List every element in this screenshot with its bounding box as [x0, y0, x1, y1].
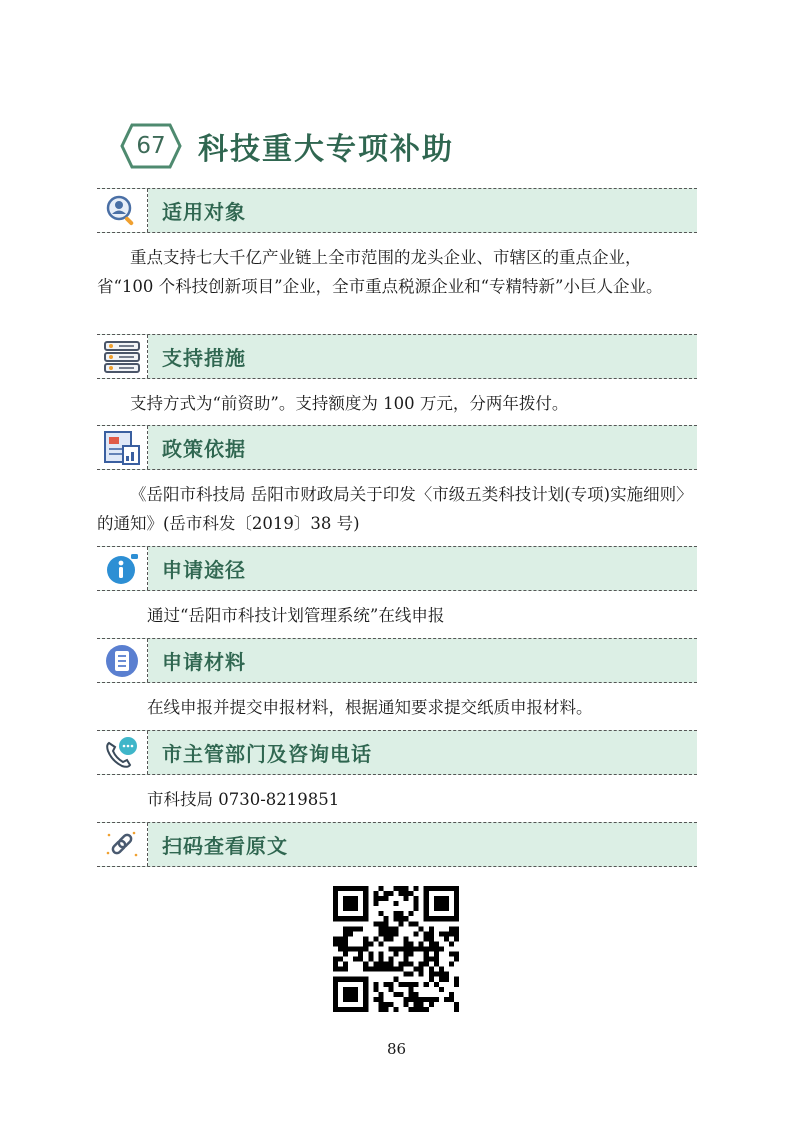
section-header: [97, 425, 697, 470]
section-scan: [97, 822, 697, 867]
page-number: 86: [386, 1040, 407, 1058]
section-body: 支持方式为“前资助”。支持额度为 100 万元，分两年拨付。: [130, 394, 569, 413]
search-person-icon: [97, 189, 148, 232]
section-title: 申请材料: [162, 650, 246, 674]
section-support: [97, 334, 697, 418]
section-header: [97, 546, 697, 591]
section-title: 扫码查看原文: [162, 834, 288, 858]
info-icon: [97, 547, 148, 590]
section-materials: [97, 638, 697, 722]
server-stack-icon: [97, 335, 148, 378]
list-icon: [97, 639, 148, 682]
section-header: [97, 334, 697, 379]
section-body: 市科技局 0730-8219851: [147, 790, 340, 809]
section-target: [97, 188, 697, 301]
section-title: 市主管部门及咨询电话: [162, 742, 372, 766]
section-contact: [97, 730, 697, 814]
section-title: 适用对象: [162, 200, 246, 224]
section-header: [97, 822, 697, 867]
page-title: 科技重大专项补助: [198, 132, 454, 167]
section-title: 申请途径: [162, 558, 246, 582]
document-title: [120, 118, 454, 174]
section-title: 支持措施: [162, 346, 246, 370]
section-channel: [97, 546, 697, 630]
qr-code[interactable]: [333, 886, 459, 1012]
section-body: 在线申报并提交申报材料，根据通知要求提交纸质申报材料。: [147, 698, 593, 717]
section-basis: [97, 425, 697, 538]
section-header: [97, 638, 697, 683]
link-icon: [97, 823, 148, 866]
section-header: [97, 730, 697, 775]
section-header: [97, 188, 697, 233]
document-chart-icon: [97, 426, 148, 469]
section-body: 《岳阳市科技局 岳阳市财政局关于印发〈市级五类科技计划(专项)实施细则〉的通知》(岳市科发〔2019〕38 号): [97, 485, 693, 533]
section-body: 通过“岳阳市科技计划管理系统”在线申报: [147, 606, 445, 625]
section-title: 政策依据: [162, 437, 246, 461]
phone-chat-icon: [97, 731, 148, 774]
section-body: 重点支持七大千亿产业链上全市范围的龙头企业、市辖区的重点企业，省“100 个科技创新项目”企业，全市重点税源企业和“专精特新”小巨人企业。: [97, 248, 663, 296]
item-number-badge: 67: [120, 121, 182, 171]
